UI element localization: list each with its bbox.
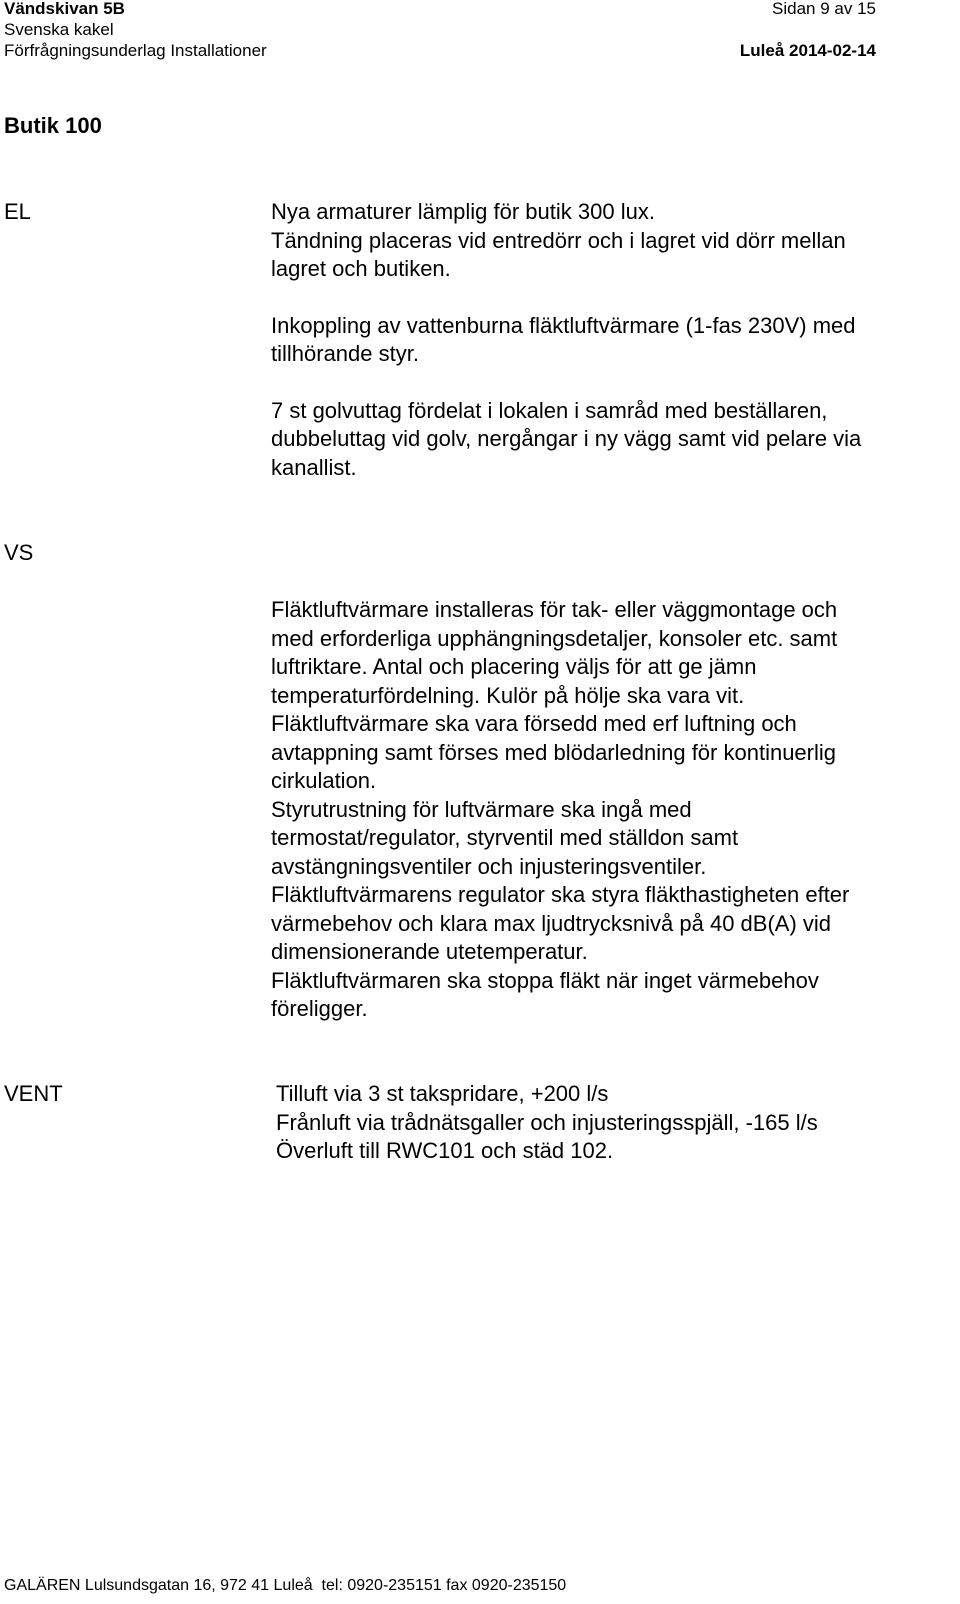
vs-text-line: föreligger. <box>271 996 368 1021</box>
el-text-line: lagret och butiken. <box>271 256 451 281</box>
page-number: Sidan 9 av 15 <box>772 0 876 18</box>
vent-text-line: Överluft till RWC101 och städ 102. <box>276 1138 614 1163</box>
vs-text-line: värmebehov och klara max ljudtrycksnivå på 40 dB(A) vid <box>271 910 832 936</box>
el-text-line: 7 st golvuttag fördelat i lokalen i samråd med beställaren, <box>271 397 828 423</box>
section-body-el <box>271 198 951 482</box>
vs-text-line: luftriktare. Antal och placering väljs för att ge jämn <box>271 654 757 679</box>
vs-text-line: termostat/regulator, styrventil med ställdon samt <box>271 825 739 850</box>
section-body-vent <box>276 1080 951 1166</box>
el-text-line: kanallist. <box>271 454 357 480</box>
document-type: Förfrågningsunderlag Installationer <box>4 41 267 60</box>
el-text-line: Nya armaturer lämplig för butik 300 lux. <box>271 199 655 224</box>
vs-text-line: temperaturfördelning. Kulör på hölje ska vara vit. <box>271 682 745 708</box>
section-body-vs <box>271 596 951 1024</box>
page-footer: GALÄREN Lulsundsgatan 16, 972 41 Luleå tel: 0920-235151 fax 0920-235150 <box>4 1577 567 1594</box>
vs-text-line: Fläktluftvärmaren ska stoppa fläkt när inget värmebehov <box>271 967 819 993</box>
vs-text-line: dimensionerande utetemperatur. <box>271 939 588 964</box>
client-name: Svenska kakel <box>4 20 114 39</box>
vs-text-line: Styrutrustning för luftvärmare ska ingå med <box>271 796 692 822</box>
place-date: Luleå 2014-02-14 <box>739 41 876 60</box>
el-text-line: Tändning placeras vid entredörr och i lagret vid dörr mellan <box>271 227 846 253</box>
vs-text-line: Fläktluftvärmarens regulator ska styra fläkthastigheten efter <box>271 882 850 907</box>
vent-text-line: Tilluft via 3 st takspridare, +200 l/s <box>276 1081 609 1106</box>
vs-text-line: avtappning samt förses med blödarledning för kontinuerlig <box>271 739 836 765</box>
section-label-el: EL <box>4 199 31 224</box>
vs-text-line: med erforderliga upphängningsdetaljer, konsoler etc. samt <box>271 625 838 651</box>
page-title: Butik 100 <box>4 113 102 138</box>
section-label-vent: VENT <box>4 1081 63 1106</box>
vs-text-line: Fläktluftvärmare ska vara försedd med erf luftning och <box>271 711 797 736</box>
el-text-line: tillhörande styr. <box>271 341 419 366</box>
el-text-line: Inkoppling av vattenburna fläktluftvärmare (1-fas 230V) med <box>271 312 856 338</box>
vs-text-line: Fläktluftvärmare installeras för tak- eller väggmontage och <box>271 597 838 622</box>
vs-text-line: avstängningsventiler och injusteringsventiler. <box>271 853 707 879</box>
vent-text-line: Frånluft via trådnätsgaller och injusteringsspjäll, -165 l/s <box>276 1109 818 1135</box>
section-label-vs: VS <box>4 540 34 565</box>
vs-text-line: cirkulation. <box>271 768 377 793</box>
project-name: Vändskivan 5B <box>4 0 125 18</box>
el-text-line: dubbeluttag vid golv, nergångar i ny vägg samt vid pelare via <box>271 426 862 451</box>
